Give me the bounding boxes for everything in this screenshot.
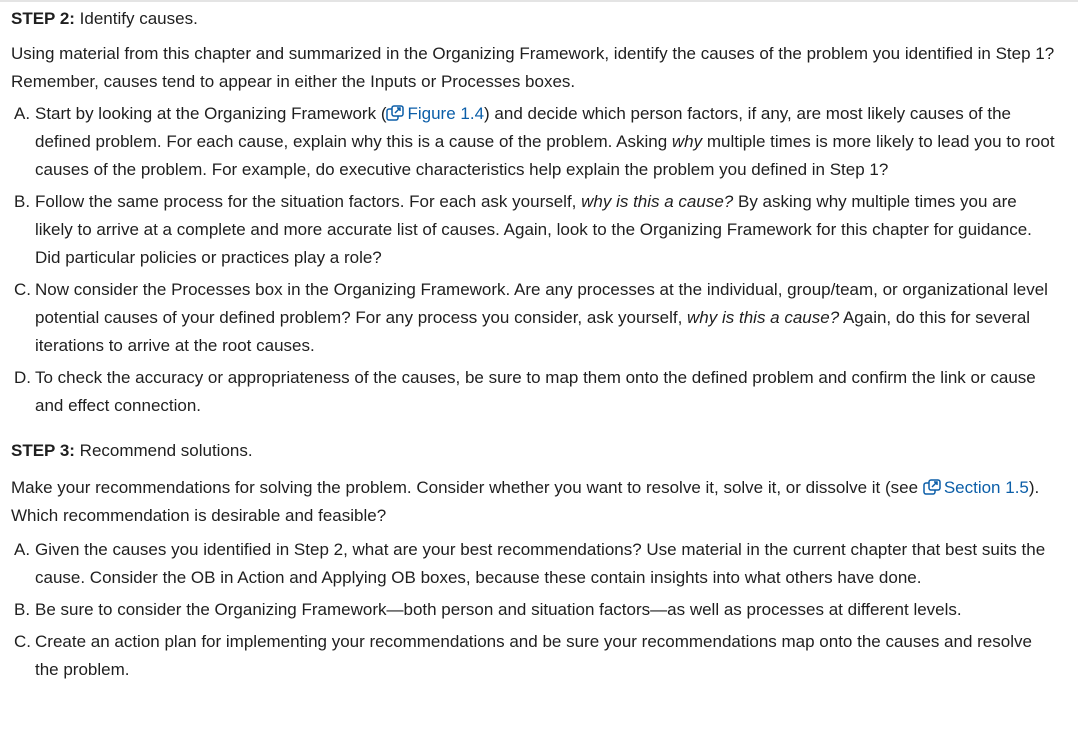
item-text: Start by looking at the Organizing Framework ( [35,104,387,123]
item-text: To check the accuracy or appropriateness of the causes, be sure to map them onto the defined problem and confirm the link or cause and effect connection. [35,368,1036,415]
item-emphasis: why is this a cause? [687,308,840,327]
intro-text: ). Which recommendation is desirable and feasible? [11,478,1040,525]
item-text: Given the causes you identified in Step 2, what are your best recommendations? Use material in the current chapter that best suits the cause. Consider the OB in Action and Applying OB boxes, because these contain insights into what others have done. [35,540,1046,587]
item-text: Be sure to consider the Organizing Framework—both person and situation factors—as well as processes at different levels. [35,600,962,619]
step2-heading [11,7,1056,31]
external-link-icon [923,479,941,495]
step3-label: STEP 3: [11,441,75,460]
external-link-icon [386,105,404,121]
list-marker: D. [14,368,31,387]
figure-link-text: Figure 1.4 [407,104,485,123]
item-text: ) and decide which person factors, if any, are most likely causes of the defined problem. For each cause, explain why this is a cause of the problem. Asking [35,104,1011,151]
item-text: Create an action plan for implementing your recommendations and be sure your recommendations map onto the causes and resolve the problem. [35,632,1032,679]
item-text: Now consider the Processes box in the Organizing Framework. Are any processes at the individual, group/team, or organizational level potential causes of your defined problem? For any process you consider, ask yourself, [35,280,1048,327]
step2-item-a [11,100,1056,184]
list-marker: B. [14,600,31,619]
item-text: Follow the same process for the situation factors. For each ask yourself, [35,192,582,211]
step2-intro: Using material from this chapter and summarized in the Organizing Framework, identify the causes of the problem you identified in Step 1? Remember, causes tend to appear in either the Inputs or Processes boxes. [11,44,1055,91]
step3-item-b [11,596,1056,624]
list-marker: A. [14,104,31,123]
step3-item-a [11,536,1056,592]
step3-item-c [11,628,1056,684]
item-emphasis: why is this a cause? [581,192,734,211]
section-1-5-link[interactable] [923,478,1029,497]
item-text: Again, do this for several iterations to arrive at the root causes. [35,308,1031,355]
list-marker: C. [14,280,31,299]
item-text: By asking why multiple times you are likely to arrive at a complete and more accurate list of causes. Again, look to the Organizing Framework for this chapter for guidance. Did particular policies or practices play a role? [35,192,1032,267]
list-marker: A. [14,540,31,559]
step2-list [11,100,1056,420]
figure-1-4-link[interactable] [386,104,484,123]
step3-heading [11,439,1056,463]
step2-item-b [11,188,1056,272]
section-link-text: Section 1.5 [943,478,1029,497]
step2-label: STEP 2: [11,9,75,28]
list-marker: B. [14,192,31,211]
step3-list [11,536,1056,684]
document-body [11,7,1056,684]
intro-text: Make your recommendations for solving the problem. Consider whether you want to resolve it, solve it, or dissolve it (see [11,478,923,497]
item-text: multiple times is more likely to lead you to root causes of the problem. For example, do executive characteristics help explain the problem you defined in Step 1? [35,132,1055,179]
step2-title: Identify causes. [79,9,198,28]
step2-item-d [11,364,1056,420]
step2-item-c [11,276,1056,360]
item-emphasis: why [671,132,703,151]
step3-title: Recommend solutions. [79,441,253,460]
top-divider [0,0,1078,2]
list-marker: C. [14,632,31,651]
step3-intro [11,474,1056,530]
